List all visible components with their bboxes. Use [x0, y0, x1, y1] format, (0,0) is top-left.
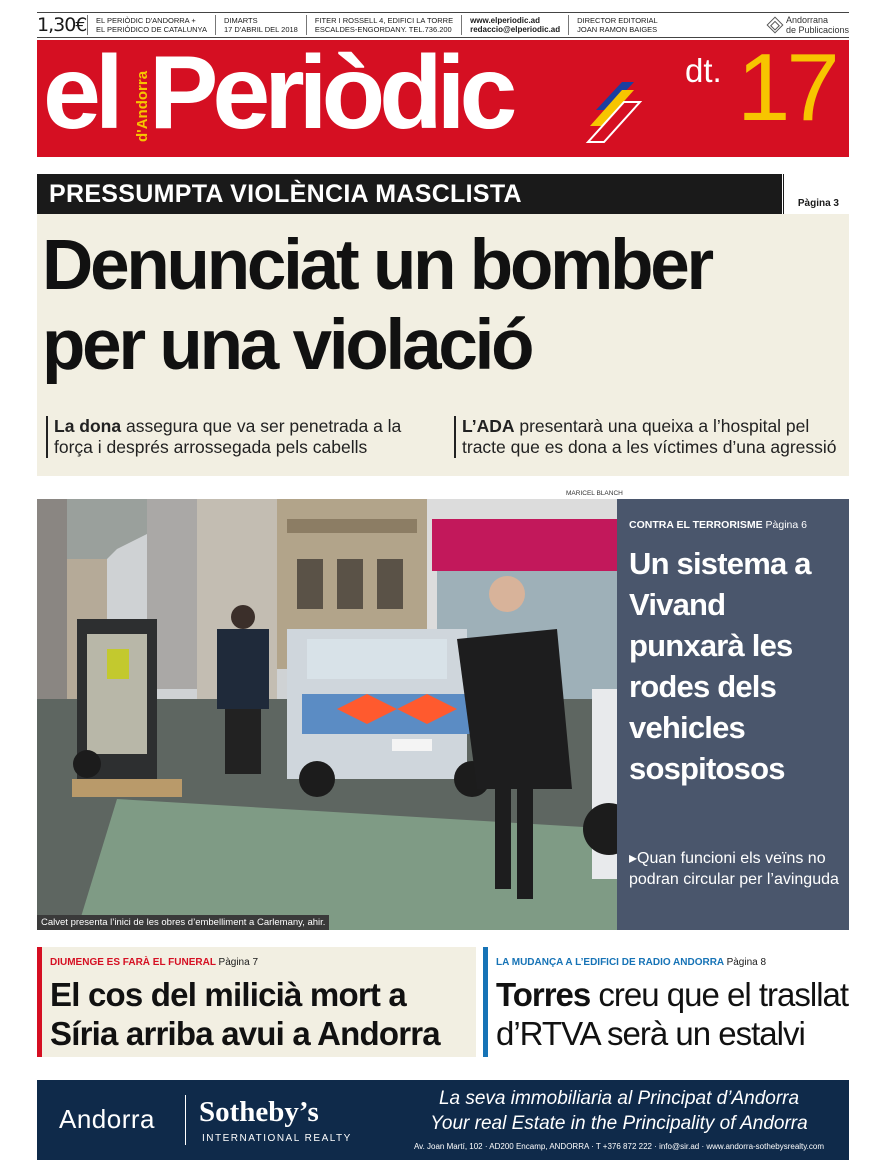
lead-page-ref: Pàgina 3 [797, 198, 839, 209]
story-page-ref: Pàgina 7 [218, 957, 259, 968]
top-info-strip [37, 12, 849, 38]
web-contact [461, 15, 568, 35]
date-line: 17 D'ABRIL DEL 2018 [224, 25, 298, 34]
sidebar-story[interactable] [617, 499, 849, 930]
address-line: ESCALDES-ENGORDANY. TEL.736.200 [314, 25, 452, 34]
diamond-icon [766, 17, 783, 34]
sothebys-advert[interactable] [37, 1080, 849, 1160]
lead-subhead-right [454, 416, 849, 458]
address-line: FITER I ROSSELL 4, EDIFICI LA TORRE [314, 16, 454, 25]
story-funeral[interactable] [37, 947, 476, 1057]
lead-subhead-left [46, 416, 438, 458]
address-info [306, 15, 461, 35]
story-page-ref: Pàgina 8 [726, 957, 767, 968]
story-title-text: creu que el trasllat d’RTVA serà un estalvi [496, 976, 849, 1052]
logo-el: el [43, 40, 118, 151]
sidebar-page-ref: Pàgina 6 [765, 519, 807, 531]
advert-address: Av. Joan Martí, 102 · AD200 Encamp, ANDORRA · T +376 872 222 · info@sir.ad · www.andorra-sothebysrealty.com [413, 1142, 825, 1151]
email-link[interactable]: redaccio@elperiodic.ad [470, 25, 561, 34]
website-link[interactable]: www.elperiodic.ad [470, 16, 541, 25]
lead-photo[interactable] [37, 499, 617, 930]
weekday-line: DIMARTS [224, 16, 258, 25]
flag-stripes-icon [582, 74, 654, 144]
sidebar-kicker-text: CONTRA EL TERRORISME [629, 519, 763, 531]
story-kicker [50, 957, 258, 968]
headline-line: per una violació [42, 306, 532, 385]
lead-story[interactable] [37, 174, 849, 476]
story-kicker-text: DIUMENGE ES FARÀ EL FUNERAL [50, 957, 216, 968]
publication-line: EL PERIÒDIC D'ANDORRA + [96, 16, 196, 25]
sidebar-kicker [629, 519, 807, 531]
publication-info [87, 15, 215, 35]
subhead-text: presentarà una queixa a l’hospital pel tracte que es dona a les víctimes d’una agressió [462, 416, 837, 457]
logo-andorra: d'Andorra [134, 70, 151, 142]
street-scene-illustration [37, 499, 617, 930]
association-line: Andorrana [785, 15, 828, 25]
advert-brand: Sotheby’s [199, 1096, 319, 1128]
lead-kicker: PRESSUMPTA VIOLÈNCIA MASCLISTA [49, 180, 522, 208]
director-name: JOAN RAMON BAIGES [577, 25, 658, 34]
weekday-abbrev: dt. [685, 52, 722, 89]
sidebar-subhead: ▸Quan funcioni els veïns no podran circular per l’avinguda [629, 850, 839, 888]
story-title: El cos del milicià mort a Síria arriba avui a Andorra [50, 976, 440, 1052]
lead-kicker-bar [37, 174, 849, 214]
director-info [568, 15, 666, 35]
sidebar-title: Un sistema a Vivand punxarà les rodes dels vehicles sospitosos [629, 546, 811, 786]
subhead-bold: L’ADA [462, 416, 515, 436]
story-kicker [496, 957, 766, 968]
publication-line: EL PERIÓDICO DE CATALUNYA [96, 25, 207, 34]
lead-headline [42, 226, 842, 386]
masthead [37, 40, 849, 157]
advert-tagline-en: Your real Estate in the Principality of Andorra [430, 1113, 808, 1134]
advert-brand-sub: INTERNATIONAL REALTY [202, 1133, 352, 1144]
story-rtva[interactable] [483, 947, 849, 1057]
association-line: de Publicacions [785, 25, 849, 35]
story-title [496, 975, 856, 1053]
advert-place: Andorra [59, 1104, 155, 1134]
advert-divider [185, 1095, 186, 1145]
issue-date [215, 15, 306, 35]
advert-tagline-ca: La seva immobiliaria al Principat d’Andorra [438, 1088, 800, 1109]
cover-price: 1,30€ [37, 14, 87, 36]
day-number: 17 [737, 40, 836, 141]
story-kicker-text: LA MUDANÇA A L’EDIFICI DE RADIO ANDORRA [496, 957, 724, 968]
logo-main: Periòdic [149, 40, 512, 151]
director-role: DIRECTOR EDITORIAL [577, 16, 658, 25]
photo-credit: MARICEL BLANCH [566, 490, 623, 497]
subhead-text: assegura que va ser penetrada a la força i després arrossegada pels cabells [54, 416, 402, 457]
association-badge [769, 15, 849, 35]
photo-caption: Calvet presenta l’inici de les obres d’embelliment a Carlemany, ahir. [37, 915, 329, 930]
headline-line: Denunciat un bomber [42, 226, 711, 305]
subhead-bold: La dona [54, 416, 122, 436]
story-title-bold: Torres [496, 976, 591, 1013]
